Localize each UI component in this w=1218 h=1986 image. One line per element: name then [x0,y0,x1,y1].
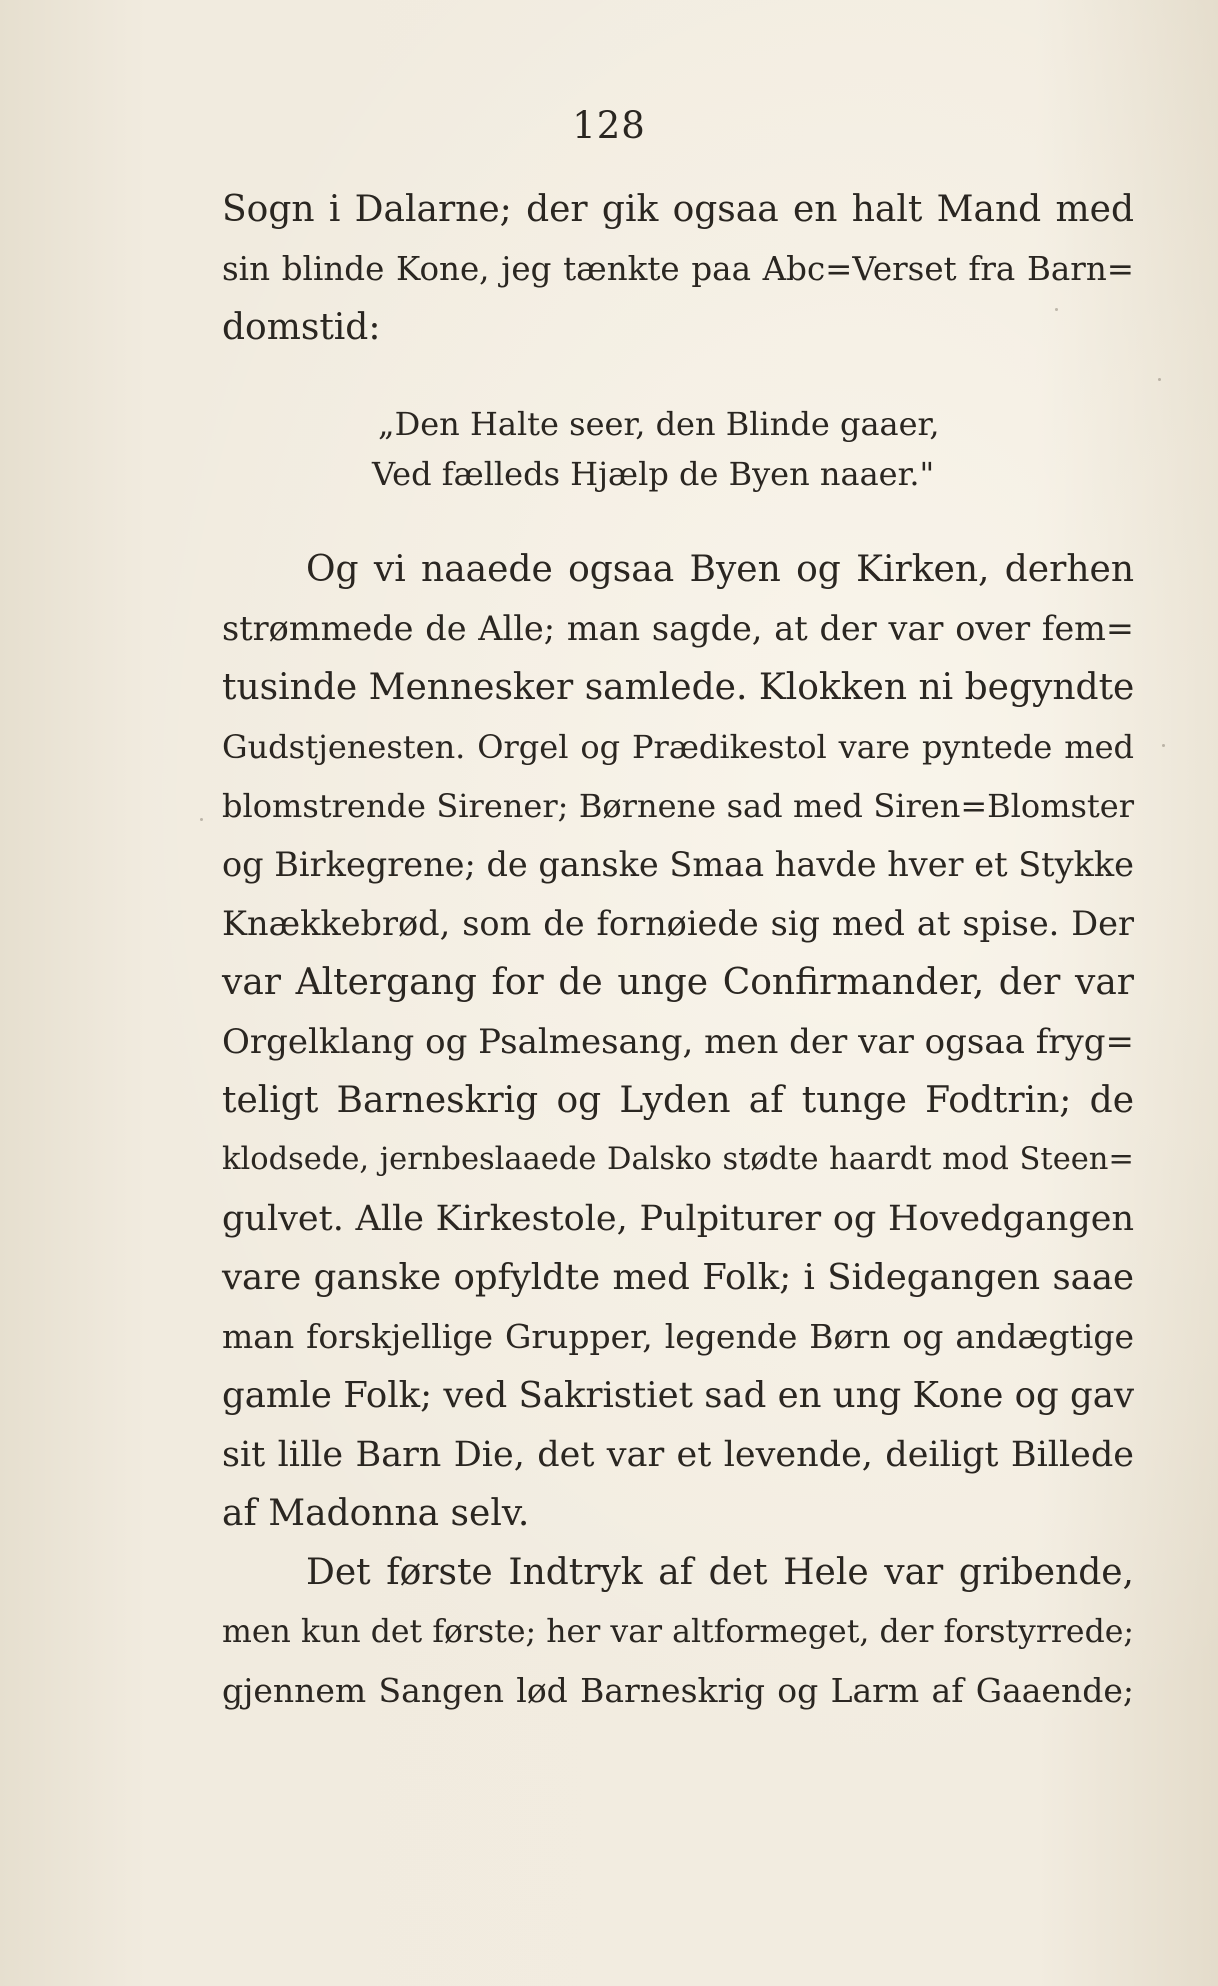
text-line: klodsede, jernbeslaaede Dalsko stødte haardt mod Steen= [222,1142,1134,1177]
paper-speck [200,818,203,821]
text-line: vare ganske opfyldte med Folk; i Sidegangen saae [222,1257,1134,1298]
paper-speck [1158,378,1161,381]
text-line: tusinde Mennesker samlede. Klokken ni begyndte [222,667,1135,708]
text-line: man forskjellige Grupper, legende Børn og andægtige [222,1317,1134,1356]
verse-line: Ved fælleds Hjælp de Byen naaer." [372,455,935,493]
text-line: gamle Folk; ved Sakristiet sad en ung Kone og gav [222,1375,1134,1416]
text-line: sin blinde Kone, jeg tænkte paa Abc=Verset fra Barn= [222,250,1134,288]
text-line: og Birkegrene; de ganske Smaa havde hver et Stykke [222,845,1134,884]
text-line: Sogn i Dalarne; der gik ogsaa en halt Mand med [222,189,1134,230]
text-line: af Madonna selv. [222,1493,530,1534]
text-line: Orgelklang og Psalmesang, men der var ogsaa fryg= [222,1022,1134,1062]
text-line: var Altergang for de unge Confirmander, der var [222,962,1134,1003]
paragraph-first-line: Det første Indtryk af det Hele var gribende, [306,1552,1134,1593]
text-line: domstid: [222,307,381,348]
text-line: sit lille Barn Die, det var et levende, deiligt Billede [222,1435,1134,1475]
text-line: blomstrende Sirener; Børnene sad med Siren=Blomster [222,787,1134,825]
text-line: strømmede de Alle; man sagde, at der var over fem= [222,609,1134,648]
text-line: men kun det første; her var altformeget, der forstyrrede; [222,1614,1134,1650]
page-number: 128 [572,104,646,147]
verse-line: „Den Halte seer, den Blinde gaaer, [378,405,940,443]
paper-speck [1162,744,1165,747]
text-line: teligt Barneskrig og Lyden af tunge Fodtrin; de [222,1080,1134,1121]
text-line: gulvet. Alle Kirkestole, Pulpiturer og Hovedgangen [222,1199,1134,1239]
text-line: Knækkebrød, som de fornøiede sig med at spise. Der [222,904,1134,943]
paper-speck [1055,308,1058,311]
text-line: Gudstjenesten. Orgel og Prædikestol vare pyntede med [222,728,1134,766]
text-line: gjennem Sangen lød Barneskrig og Larm af Gaaende; [222,1671,1134,1710]
paragraph-first-line: Og vi naaede ogsaa Byen og Kirken, derhen [306,549,1134,590]
